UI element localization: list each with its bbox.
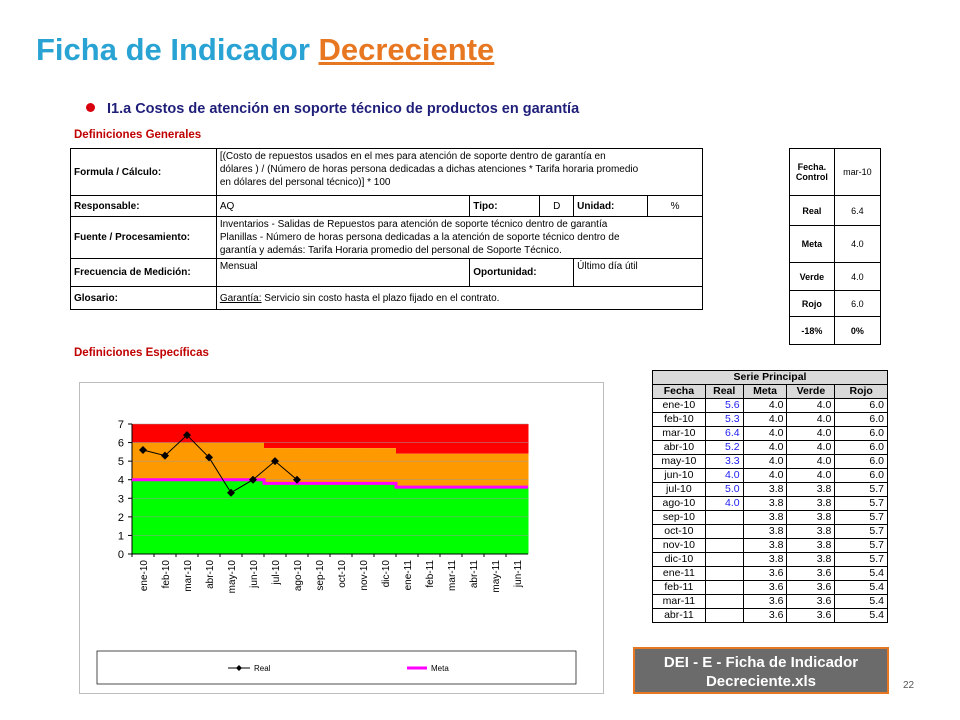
table-row	[653, 525, 888, 539]
x-tick-label: jun-10	[249, 560, 260, 588]
cell-meta: 3.8	[743, 511, 787, 525]
cell-real: 4.0	[705, 497, 743, 511]
cell-verde: 4.0	[787, 455, 835, 469]
unidad-label: Unidad:	[574, 196, 648, 217]
cell-rojo: 6.0	[835, 469, 888, 483]
cell-real	[705, 595, 743, 609]
x-tick-label: nov-10	[359, 560, 370, 591]
cell-verde: 4.0	[787, 413, 835, 427]
cell-rojo: 5.7	[835, 483, 888, 497]
col-header-meta: Meta	[743, 385, 787, 399]
table-row	[653, 553, 888, 567]
serie-principal-table	[652, 370, 888, 623]
fecha-control-value: mar-10	[834, 149, 880, 196]
green-zone	[462, 487, 485, 554]
x-tick-label: may-10	[227, 560, 238, 594]
side-rojo-value: 6.0	[834, 291, 880, 317]
page-number: 22	[903, 680, 915, 691]
cell-verde: 4.0	[787, 399, 835, 413]
glosario-label: Glosario:	[71, 287, 217, 310]
cell-real	[705, 567, 743, 581]
x-tick-label: may-11	[491, 560, 502, 593]
red-zone	[220, 424, 243, 443]
orange-zone	[418, 454, 441, 487]
cell-rojo: 6.0	[835, 455, 888, 469]
cell-real	[705, 539, 743, 553]
title-highlight: Decreciente	[318, 32, 495, 67]
cell-verde: 3.8	[787, 511, 835, 525]
indicator-heading	[86, 101, 579, 117]
red-zone	[440, 424, 463, 454]
source-file-link[interactable]	[633, 647, 889, 694]
table-row	[653, 455, 888, 469]
cell-fecha: dic-10	[653, 553, 706, 567]
x-tick-label: sep-10	[315, 560, 326, 591]
side-meta-label: Meta	[790, 226, 835, 263]
chart-frame	[79, 382, 604, 694]
cell-fecha: abr-10	[653, 441, 706, 455]
green-zone	[418, 487, 441, 554]
green-zone	[330, 483, 353, 554]
x-tick-label: ago-10	[293, 560, 304, 592]
x-tick-label: jun-11	[513, 560, 524, 588]
table-row	[653, 413, 888, 427]
orange-zone	[308, 448, 331, 483]
table-row	[653, 511, 888, 525]
cell-meta: 3.8	[743, 483, 787, 497]
red-zone	[264, 424, 287, 448]
frecuencia-value: Mensual	[216, 259, 469, 287]
side-meta-value: 4.0	[834, 226, 880, 263]
red-zone	[154, 424, 177, 443]
orange-zone	[330, 448, 353, 483]
x-tick-label: ene-10	[139, 560, 150, 592]
indicator-title: I1.a Costos de atención en soporte técnico de productos en garantía	[107, 101, 580, 117]
oportunidad-value: Último día útil	[574, 259, 703, 287]
serie-title: Serie Principal	[653, 371, 888, 385]
cell-real: 5.0	[705, 483, 743, 497]
green-zone	[286, 483, 309, 554]
table-row	[653, 427, 888, 441]
table-row	[653, 581, 888, 595]
orange-zone	[374, 448, 397, 483]
cell-real: 4.0	[705, 469, 743, 483]
orange-zone	[506, 454, 529, 487]
oportunidad-label: Oportunidad:	[470, 259, 574, 287]
cell-rojo: 5.4	[835, 567, 888, 581]
cell-rojo: 6.0	[835, 441, 888, 455]
red-zone	[330, 424, 353, 448]
col-header-fecha: Fecha	[653, 385, 706, 399]
responsable-value: AQ	[216, 196, 469, 217]
y-tick-label: 6	[117, 437, 124, 450]
cell-verde: 3.6	[787, 567, 835, 581]
x-tick-label: abr-10	[205, 560, 216, 589]
cell-meta: 4.0	[743, 441, 787, 455]
green-zone	[352, 483, 375, 554]
cell-verde: 3.6	[787, 581, 835, 595]
green-zone	[374, 483, 397, 554]
cell-meta: 3.8	[743, 525, 787, 539]
cell-real	[705, 525, 743, 539]
x-tick-label: ene-11	[403, 560, 414, 591]
fuente-value: Inventarios - Salidas de Repuestos para atención de soporte técnico dentro de garantía Planillas - Número de horas persona dedicadas a la atención de soporte técnico dentro de garantía y además: Tarifa Horaria promedio del personal de Soporte Técnico.	[216, 217, 702, 259]
table-row	[653, 441, 888, 455]
cell-real: 3.3	[705, 455, 743, 469]
x-tick-label: mar-10	[183, 560, 194, 592]
cell-real	[705, 581, 743, 595]
side-pct-value: -18%	[790, 317, 835, 345]
section-specific-heading: Definiciones Específicas	[74, 347, 209, 359]
cell-meta: 4.0	[743, 399, 787, 413]
cell-rojo: 6.0	[835, 413, 888, 427]
cell-rojo: 5.7	[835, 525, 888, 539]
cell-rojo: 5.4	[835, 609, 888, 623]
table-row	[653, 483, 888, 497]
file-label-line2: Decreciente.xls	[705, 673, 817, 690]
x-tick-label: oct-10	[337, 560, 348, 588]
fecha-control-label: Fecha. Control	[790, 149, 835, 196]
side-verde-label: Verde	[790, 263, 835, 291]
red-zone	[396, 424, 419, 454]
cell-verde: 3.6	[787, 609, 835, 623]
formula-label: Formula / Cálculo:	[71, 149, 217, 196]
cell-verde: 4.0	[787, 441, 835, 455]
legend-meta-label: Meta	[431, 664, 449, 673]
x-tick-label: jul-10	[271, 560, 282, 585]
cell-real: 5.3	[705, 413, 743, 427]
cell-rojo: 5.7	[835, 553, 888, 567]
cell-fecha: feb-10	[653, 413, 706, 427]
green-zone	[264, 483, 287, 554]
cell-fecha: oct-10	[653, 525, 706, 539]
cell-verde: 3.6	[787, 595, 835, 609]
cell-fecha: ago-10	[653, 497, 706, 511]
red-zone	[374, 424, 397, 448]
cell-rojo: 5.4	[835, 581, 888, 595]
red-zone	[286, 424, 309, 448]
red-zone	[242, 424, 265, 443]
cell-real	[705, 511, 743, 525]
x-tick-label: dic-10	[381, 560, 392, 588]
tipo-value: D	[540, 196, 574, 217]
cell-fecha: jul-10	[653, 483, 706, 497]
table-row	[653, 399, 888, 413]
legend-real-label: Real	[254, 664, 271, 673]
cell-fecha: abr-11	[653, 609, 706, 623]
cell-verde: 3.8	[787, 539, 835, 553]
red-zone	[418, 424, 441, 454]
x-tick-label: feb-11	[425, 560, 436, 588]
cell-rojo: 6.0	[835, 399, 888, 413]
cell-real	[705, 609, 743, 623]
cell-fecha: nov-10	[653, 539, 706, 553]
table-row	[653, 595, 888, 609]
y-tick-label: 5	[117, 456, 124, 469]
cell-rojo: 5.7	[835, 539, 888, 553]
cell-meta: 4.0	[743, 469, 787, 483]
cell-meta: 3.8	[743, 539, 787, 553]
cell-rojo: 6.0	[835, 427, 888, 441]
cell-real: 5.6	[705, 399, 743, 413]
cell-meta: 3.6	[743, 595, 787, 609]
table-row	[653, 539, 888, 553]
frecuencia-label: Frecuencia de Medición:	[71, 259, 217, 287]
cell-real: 5.2	[705, 441, 743, 455]
indicator-chart	[80, 383, 603, 693]
red-zone	[198, 424, 221, 443]
general-definitions-table	[70, 148, 703, 310]
cell-meta: 3.8	[743, 497, 787, 511]
glosario-value: Garantía: Servicio sin costo hasta el plazo fijado en el contrato.	[216, 287, 702, 310]
green-zone	[396, 487, 419, 554]
green-zone	[506, 487, 529, 554]
orange-zone	[396, 454, 419, 487]
responsable-label: Responsable:	[71, 196, 217, 217]
y-tick-label: 2	[117, 511, 124, 524]
bullet-icon	[86, 103, 95, 112]
cell-fecha: ene-10	[653, 399, 706, 413]
control-summary-table	[789, 148, 881, 345]
cell-real: 6.4	[705, 427, 743, 441]
cell-verde: 4.0	[787, 427, 835, 441]
y-tick-label: 7	[117, 419, 124, 431]
side-real-label: Real	[790, 196, 835, 226]
cell-verde: 4.0	[787, 469, 835, 483]
table-row	[653, 567, 888, 581]
title-prefix: Ficha de Indicador	[36, 32, 319, 67]
col-header-real: Real	[705, 385, 743, 399]
orange-zone	[352, 448, 375, 483]
tipo-label: Tipo:	[470, 196, 540, 217]
cell-meta: 3.6	[743, 609, 787, 623]
cell-meta: 3.6	[743, 567, 787, 581]
red-zone	[484, 424, 507, 454]
cell-meta: 4.0	[743, 413, 787, 427]
x-tick-label: mar-11	[447, 560, 458, 591]
formula-value: [(Costo de repuestos usados en el mes para atención de soporte dentro de garantía en dólares ) / (Número de horas persona dedicadas a dichas atenciones * Tarifa horaria promedio en dólares del personal técnico)] * 100	[216, 149, 702, 196]
green-zone	[308, 483, 331, 554]
cell-meta: 4.0	[743, 455, 787, 469]
red-zone	[506, 424, 529, 454]
cell-rojo: 5.7	[835, 497, 888, 511]
orange-zone	[484, 454, 507, 487]
cell-verde: 3.8	[787, 483, 835, 497]
red-zone	[308, 424, 331, 448]
cell-verde: 3.8	[787, 553, 835, 567]
table-row	[653, 497, 888, 511]
cell-fecha: sep-10	[653, 511, 706, 525]
cell-fecha: feb-11	[653, 581, 706, 595]
y-tick-label: 0	[117, 549, 124, 561]
cell-fecha: jun-10	[653, 469, 706, 483]
cell-meta: 3.6	[743, 581, 787, 595]
section-general-heading: Definiciones Generales	[74, 129, 202, 141]
orange-zone	[264, 448, 287, 483]
table-row	[653, 609, 888, 623]
x-tick-label: abr-11	[469, 560, 480, 589]
table-row	[653, 469, 888, 483]
cell-rojo: 5.4	[835, 595, 888, 609]
side-real-value: 6.4	[834, 196, 880, 226]
red-zone	[352, 424, 375, 448]
side-pct2-value: 0%	[834, 317, 880, 345]
cell-verde: 3.8	[787, 497, 835, 511]
cell-fecha: mar-10	[653, 427, 706, 441]
y-tick-label: 4	[117, 474, 124, 487]
col-header-rojo: Rojo	[835, 385, 888, 399]
red-zone	[132, 424, 155, 443]
side-rojo-label: Rojo	[790, 291, 835, 317]
cell-rojo: 5.7	[835, 511, 888, 525]
x-tick-label: feb-10	[161, 560, 172, 589]
red-zone	[462, 424, 485, 454]
slide-title	[36, 32, 494, 68]
cell-fecha: may-10	[653, 455, 706, 469]
file-label-line1: DEI - E - Ficha de Indicador	[663, 654, 859, 671]
cell-real	[705, 553, 743, 567]
orange-zone	[462, 454, 485, 487]
side-verde-value: 4.0	[834, 263, 880, 291]
cell-meta: 4.0	[743, 427, 787, 441]
cell-fecha: ene-11	[653, 567, 706, 581]
green-zone	[484, 487, 507, 554]
unidad-value: %	[648, 196, 703, 217]
y-tick-label: 3	[117, 493, 124, 506]
cell-meta: 3.8	[743, 553, 787, 567]
cell-fecha: mar-11	[653, 595, 706, 609]
orange-zone	[440, 454, 463, 487]
legend-box	[97, 651, 576, 684]
cell-verde: 3.8	[787, 525, 835, 539]
serie-table-viewport[interactable]	[652, 370, 888, 642]
col-header-verde: Verde	[787, 385, 835, 399]
green-zone	[440, 487, 463, 554]
fuente-label: Fuente / Procesamiento:	[71, 217, 217, 259]
y-tick-label: 1	[117, 530, 124, 543]
